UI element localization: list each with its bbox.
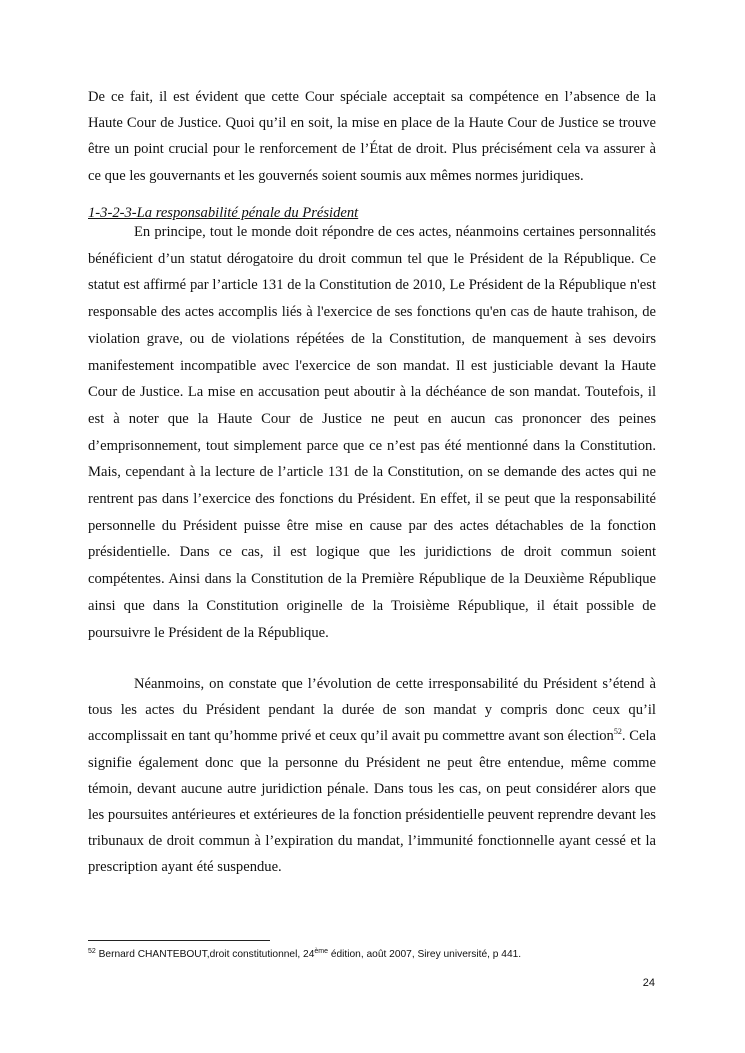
- section-heading: 1-3-2-3-La responsabilité pénale du Président: [88, 205, 359, 221]
- paragraph-evolution-text-start: Néanmoins, on constate que l’évolution de cette irresponsabilité du Président s’étend à tous les actes du Président pendant la durée de son mandat y compris donc ceux qu’il accomplissait en tant qu’homme privé et ceux qu’il avait pu commettre avant son élection: [88, 676, 656, 745]
- paragraph-intro: De ce fait, il est évident que cette Cour spéciale acceptait sa compétence en l’absence de la Haute Cour de Justice. Quoi qu’il en soit, la mise en place de la Haute Cour de Justice se trouve être un point crucial pour le renforcement de l’État de droit. Plus précisément cela va assurer à ce que les gouvernants et les gouvernés soient soumis aux mêmes normes juridiques.: [88, 89, 656, 184]
- footnote: [88, 944, 521, 966]
- paragraph-evolution-text-end: . Cela signifie également donc que la personne du Président ne peut être entendue, même comme témoin, devant aucune autre juridiction pénale. Dans tous les cas, on peut considérer alors que les poursuites antérieures et extérieures de la fonction présidentielle peuvent reprendre devant les tribunaux de droit commun à l’expiration du mandat, l’immunité fonctionnelle ayant cessé et la prescription ayant été suspendue.: [88, 728, 656, 876]
- footnote-text-start: Bernard CHANTEBOUT,droit constitutionnel, 24: [95, 949, 315, 960]
- page-number: 24: [642, 977, 655, 989]
- footnote-separator: [88, 940, 270, 941]
- paragraph-evolution: [88, 671, 656, 881]
- footnote-number: 52: [88, 948, 96, 955]
- footnote-text-end: édition, août 2007, Sirey université, p 441.: [327, 949, 522, 960]
- footnote-edition-superscript: ème: [314, 948, 328, 955]
- footnote-reference[interactable]: 52: [613, 727, 622, 737]
- paragraph-principle: En principe, tout le monde doit répondre de ces actes, néanmoins certaines personnalités bénéficient d’un statut dérogatoire du droit commun tel que le Président de la République. Ce statut est affirmé par l’article 131 de la Constitution de 2010, Le Président de la République n'est responsable des actes accomplis liés à l'exercice de ses fonctions qu'en cas de haute trahison, de violation grave, ou de violations répétées de la Constitution, de manquement à ses devoirs manifestement incompatible avec l'exercice de son mandat. Il est justiciable devant la Haute Cour de Justice. La mise en accusation peut aboutir à la déchéance de son mandat. Toutefois, il est à noter que la Haute Cour de Justice ne peut en aucun cas prononcer des peines d’emprisonnement, tout simplement parce que ce n’est pas été mentionné dans la Constitution. Mais, cependant à la lecture de l’article 131 de la Constitution, on se demande des actes qui ne rentrent pas dans l’exercice des fonctions du Président. En effet, il se peut que la responsabilité personnelle du Président puisse être mise en cause par des actes détachables de la fonction présidentielle. Dans ce cas, il est logique que les juridictions de droit commun soient compétentes. Ainsi dans la Constitution de la Première République de la Deuxième République ainsi que dans la Constitution originelle de la Troisième République, il était possible de poursuivre le Président de la République.: [88, 224, 656, 641]
